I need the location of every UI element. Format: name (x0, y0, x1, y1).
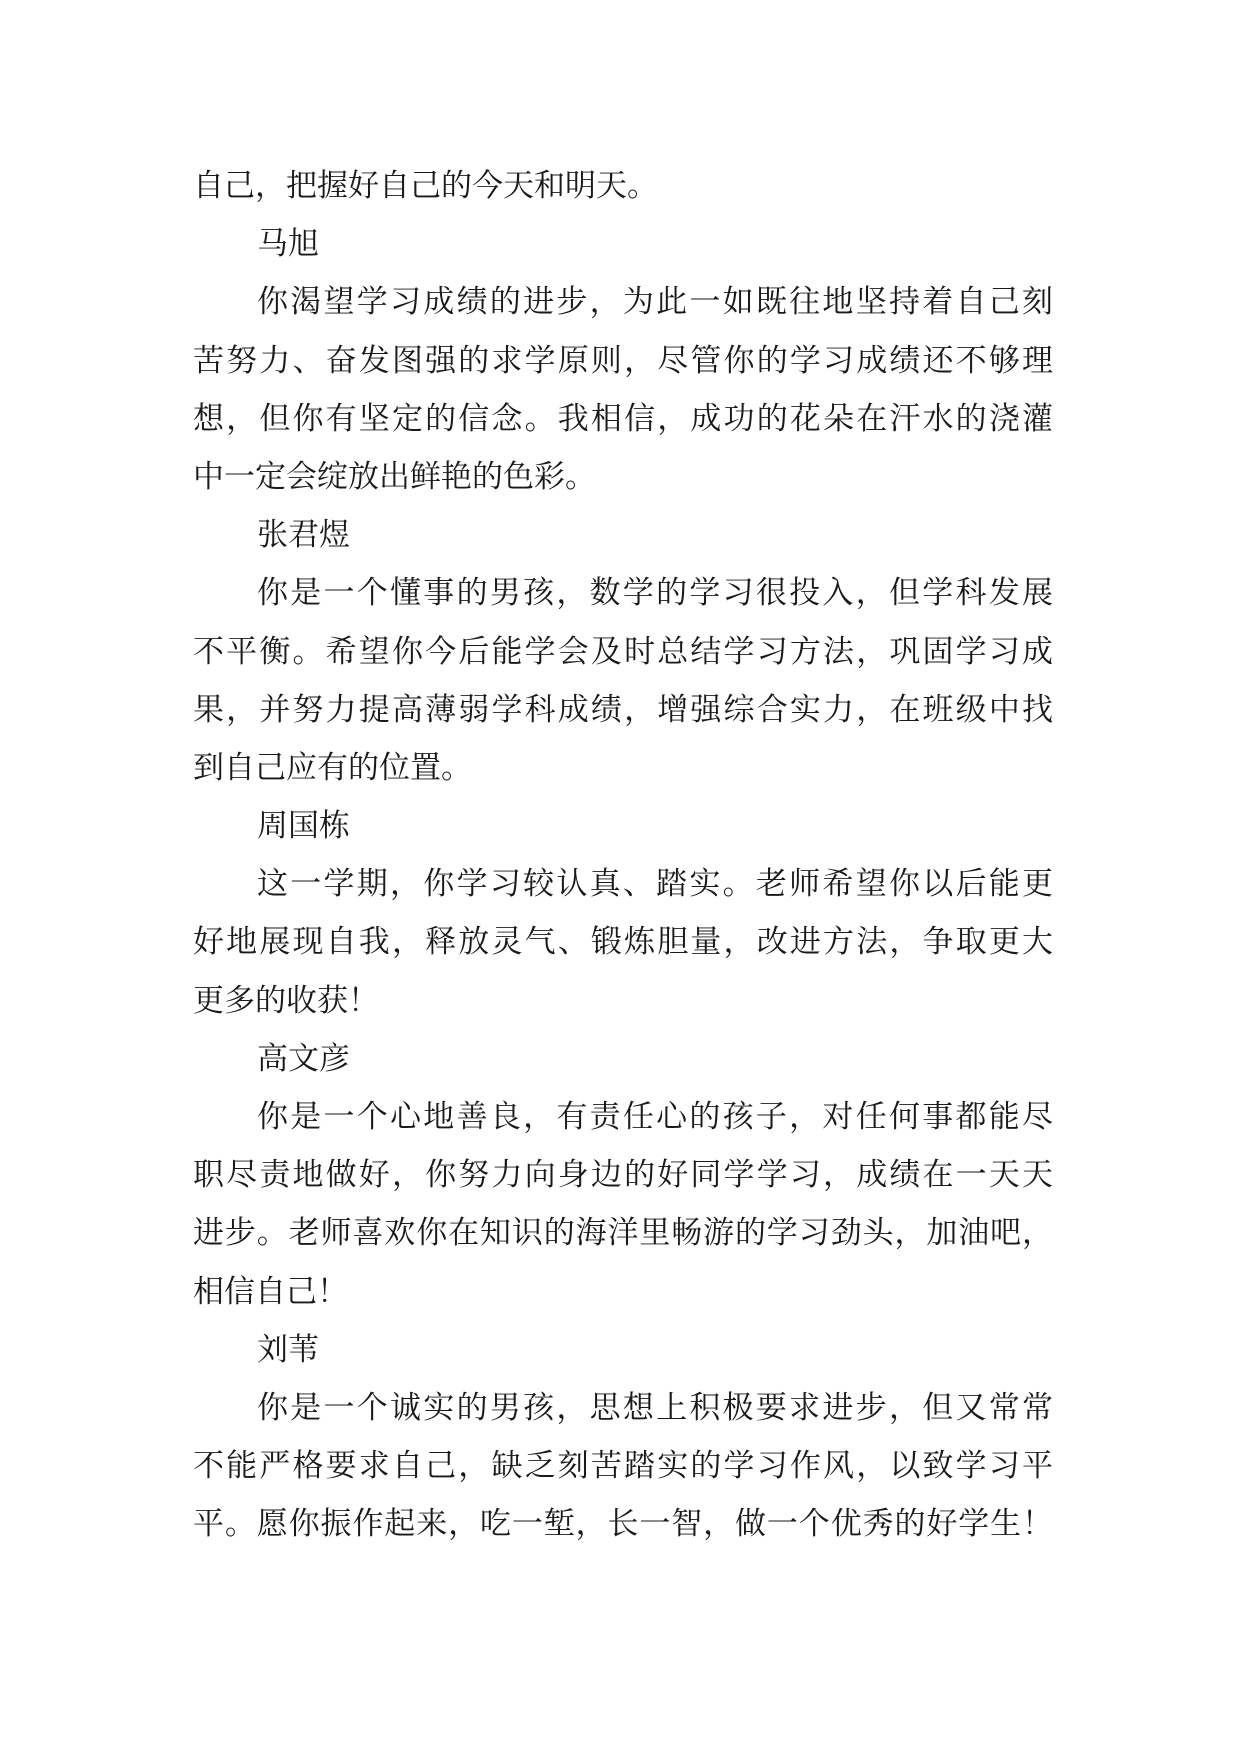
paragraph-line: 好地展现自我，释放灵气、锻炼胆量，改进方法，争取更大 (193, 924, 1053, 961)
paragraph-line: 不能严格要求自己，缺乏刻苦踏实的学习作风，以致学习平 (193, 1448, 1053, 1485)
student-name: 刘苇 (257, 1331, 319, 1368)
paragraph-line: 你是一个心地善良，有责任心的孩子，对任何事都能尽 (257, 1099, 1053, 1135)
paragraph-line: 你是一个懂事的男孩，数学的学习很投入，但学科发展 (257, 575, 1053, 612)
paragraph-line: 职尽责地做好，你努力向身边的好同学学习，成绩在一天天 (193, 1157, 1053, 1194)
paragraph-line: 你是一个诚实的男孩，思想上积极要求进步，但又常常 (257, 1389, 1053, 1426)
paragraph-line: 中一定会绽放出鲜艳的色彩。 (193, 458, 596, 495)
paragraph-line: 相信自己！ (193, 1273, 348, 1310)
paragraph-line: 平。愿你振作起来，吃一堑，长一智，做一个优秀的好学生！ (193, 1506, 1053, 1543)
paragraph-line: 到自己应有的位置。 (193, 749, 472, 786)
paragraph-line: 进步。老师喜欢你在知识的海洋里畅游的学习劲头，加油吧， (193, 1215, 1053, 1252)
document-page (193, 157, 1053, 1554)
paragraph-line: 更多的收获！ (193, 982, 379, 1019)
paragraph-line: 想，但你有坚定的信念。我相信，成功的花朵在汗水的浇灌 (193, 400, 1053, 437)
paragraph-line: 苦努力、奋发图强的求学原则，尽管你的学习成绩还不够理 (193, 342, 1053, 379)
paragraph-line: 不平衡。希望你今后能学会及时总结学习方法，巩固学习成 (193, 633, 1053, 670)
student-name: 周国栋 (257, 808, 350, 845)
paragraph-line: 这一学期，你学习较认真、踏实。老师希望你以后能更 (257, 866, 1053, 903)
student-name: 马旭 (257, 226, 319, 263)
paragraph-line: 你渴望学习成绩的进步，为此一如既往地坚持着自己刻 (257, 284, 1053, 321)
paragraph-line: 自己，把握好自己的今天和明天。 (193, 168, 658, 204)
student-name: 张君煜 (257, 517, 350, 554)
student-name: 高文彦 (257, 1040, 350, 1077)
paragraph-line: 果，并努力提高薄弱学科成绩，增强综合实力，在班级中找 (193, 691, 1053, 728)
